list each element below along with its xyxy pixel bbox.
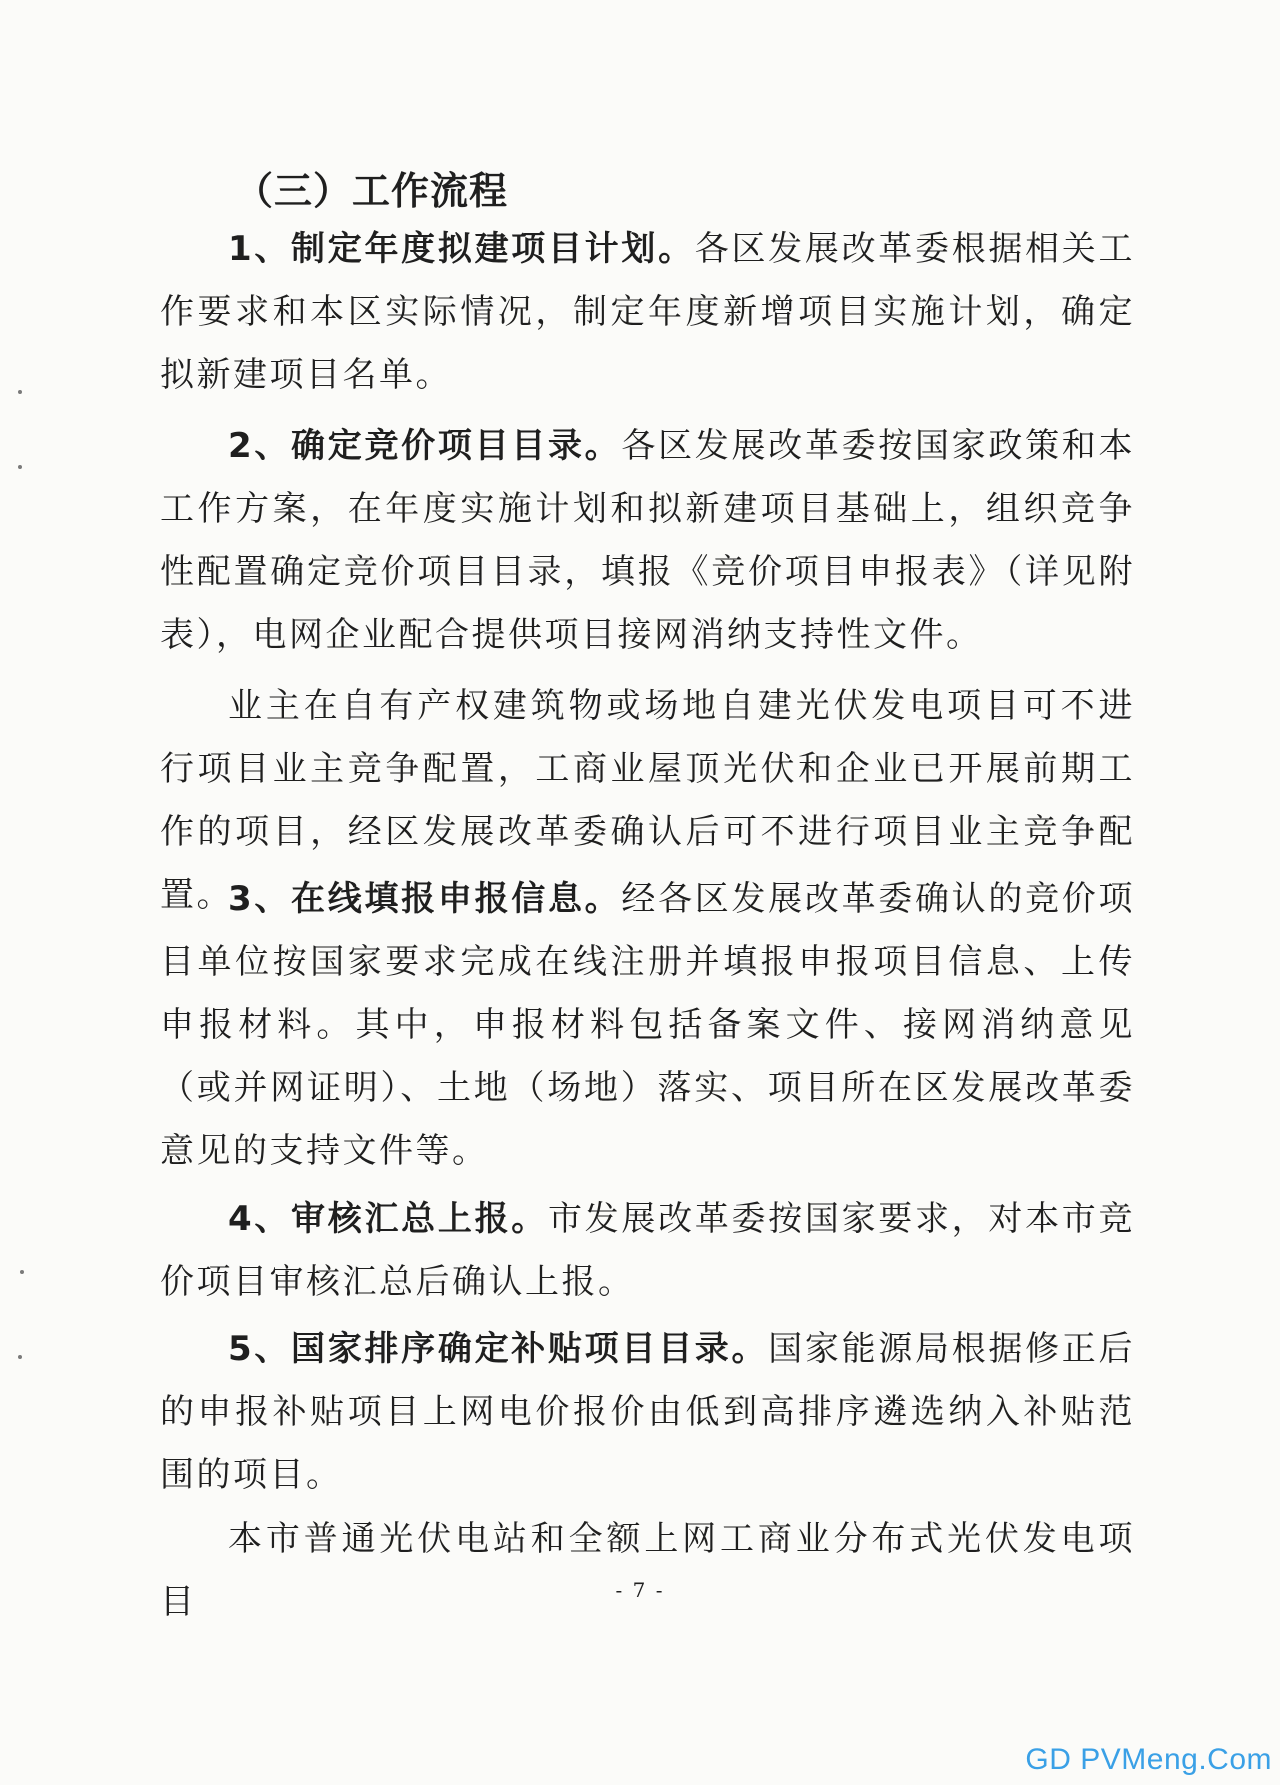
- paragraph-lead: 5、国家排序确定补贴项目目录。: [228, 1329, 769, 1369]
- paragraph-text: 本市普通光伏电站和全额上网工商业分布式光伏发电项目: [160, 1519, 1135, 1622]
- scan-speck: [18, 390, 22, 394]
- paragraph-6: [160, 1318, 1135, 1507]
- paragraph-lead: 3、在线填报申报信息。: [228, 879, 622, 919]
- paragraph-lead: 2、确定竞价项目目录。: [228, 426, 622, 466]
- scan-speck: [18, 1355, 22, 1359]
- paragraph-7: [160, 1508, 1135, 1634]
- paragraph-text: 国家能源局根据修正后的申报补贴项目上网电价报价由低到高排序遴选纳入补贴范围的项目。: [160, 1329, 1136, 1495]
- paragraph-text: 各区发展改革委根据相关工作要求和本区实际情况，制定年度新增项目实施计划，确定拟新建项目名单。: [160, 229, 1135, 395]
- paragraph-lead: 1、制定年度拟建项目计划。: [228, 229, 695, 269]
- paragraph-text: 业主在自有产权建筑物或场地自建光伏发电项目可不进行项目业主竞争配置，工商业屋顶光伏和企业已开展前期工作的项目，经区发展改革委确认后可不进行项目业主竞争配置。: [160, 686, 1135, 915]
- paragraph-text: 经各区发展改革委确认的竞价项目单位按国家要求完成在线注册并填报申报项目信息、上传申报材料。其中，申报材料包括备案文件、接网消纳意见（或并网证明）、土地（场地）落实、项目所在区发展改革委意见的支持文件等。: [160, 879, 1135, 1171]
- paragraph-4: [160, 868, 1135, 1183]
- paragraph-text: 市发展改革委按国家要求，对本市竞价项目审核汇总后确认上报。: [160, 1199, 1135, 1302]
- scan-speck: [20, 1270, 24, 1274]
- paragraph-5: [160, 1188, 1135, 1314]
- page-number: - 7 -: [615, 1578, 665, 1602]
- paragraph-lead: 4、审核汇总上报。: [228, 1199, 548, 1239]
- watermark: GD PVMeng.Com: [1025, 1743, 1272, 1776]
- paragraph-text: 各区发展改革委按国家政策和本工作方案，在年度实施计划和拟新建项目基础上，组织竞争性配置确定竞价项目目录，填报《竞价项目申报表》（详见附表），电网企业配合提供项目接网消纳支持性文件。: [160, 426, 1135, 655]
- scan-speck: [18, 465, 22, 469]
- section-heading: （三）工作流程: [235, 169, 509, 213]
- paragraph-1: [160, 218, 1135, 407]
- paragraph-2: [160, 415, 1135, 667]
